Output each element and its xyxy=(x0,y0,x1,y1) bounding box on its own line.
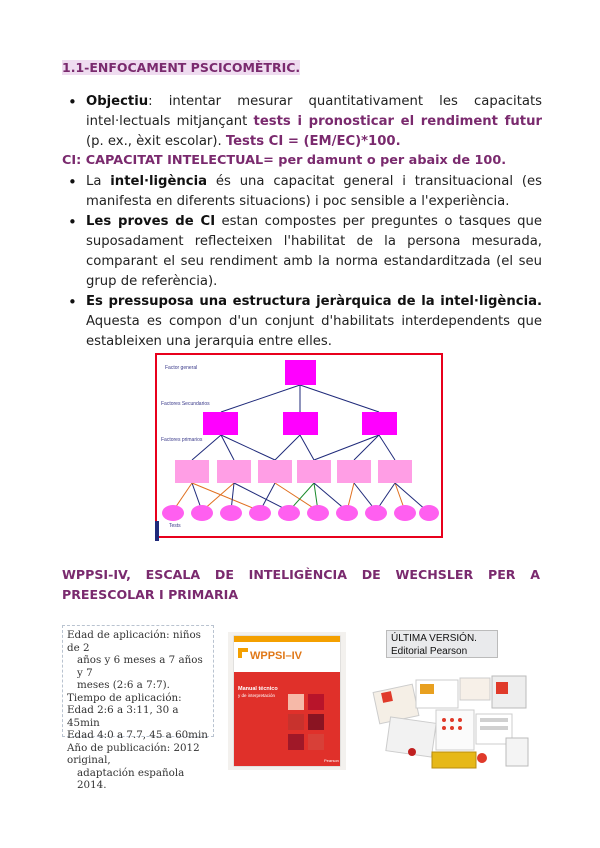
info-line: Edad 2:6 a 3:11, 30 a 45min xyxy=(67,704,179,729)
primary-factor-box xyxy=(175,460,209,483)
secondary-factor-box xyxy=(203,412,238,435)
primary-factor-box xyxy=(258,460,292,483)
bullet-ci-tests xyxy=(68,212,542,292)
intelligence-pre: La xyxy=(86,174,111,189)
bullet-list-1 xyxy=(68,92,542,152)
intelligence-hierarchy-diagram xyxy=(155,353,443,541)
wppsi-heading xyxy=(62,565,540,605)
objective-label: Objectiu xyxy=(86,94,149,109)
book-title: WPPSI–IV xyxy=(250,650,302,662)
book-publisher: Pearson xyxy=(324,758,339,763)
info-line: años y 6 meses a 7 años y 7 xyxy=(77,654,203,679)
book-subtitle-2: y de interpretación xyxy=(238,693,276,698)
hierarchy-bold: Es pressuposa una estructura jeràrquica de la intel·ligència. xyxy=(86,294,542,309)
objective-text: : intentar mesurar quantitativament les capacitats intel·lectuals mitjançant xyxy=(86,94,542,129)
bullet-objective xyxy=(68,92,542,152)
ci-formula: Tests CI = (EM/EC)*100. xyxy=(225,134,401,149)
test-ellipse xyxy=(162,505,184,521)
info-line: Año de publicación: 2012 original, xyxy=(67,741,200,766)
book-subtitle-1: Manual técnico xyxy=(238,686,278,692)
info-line: Edad de aplicación: niños de 2 xyxy=(67,629,201,654)
test-ellipse xyxy=(365,505,387,521)
primary-factor-box xyxy=(378,460,412,483)
secondary-factor-box xyxy=(362,412,397,435)
intelligence-bold: intel·ligència xyxy=(110,174,208,189)
test-ellipse xyxy=(220,505,242,521)
ci-tests-text: estan compostes per preguntes o tasques que suposadament reflecteixen l'habilitat de la persona mesurada, comparant el seu rendiment amb la norma estandarditzada (el seu grup de referència). xyxy=(86,214,542,289)
test-ellipse xyxy=(394,505,416,521)
objective-text-2: (p. ex., èxit escolar). xyxy=(86,134,226,149)
wppsi-heading-line1: WPPSI-IV, ESCALA DE INTELIGÈNCIA DE WECHSLER PER A xyxy=(62,567,540,582)
kit-version-label xyxy=(386,630,498,658)
test-ellipse xyxy=(278,505,300,521)
hierarchy-text: Aquesta es compon d'un conjunt d'habilitats interdependents que estableixen una jerarquia entre elles. xyxy=(86,314,542,349)
info-line: meses (2:6 a 7:7). xyxy=(77,679,170,691)
bullet-intelligence xyxy=(68,172,542,212)
wppsi-manual-cover-image xyxy=(228,632,346,770)
test-ellipse xyxy=(336,505,358,521)
info-line: Tiempo de aplicación: xyxy=(67,691,182,704)
diagram-side-mark xyxy=(155,521,159,541)
bullet-list-2 xyxy=(68,172,542,352)
intelligence-text: és una capacitat general i transituacional (es manifesta en diferents situacions) i poc sensible a l'experiència. xyxy=(86,174,542,209)
primary-factor-box xyxy=(337,460,371,483)
label-secondary-factors: Factores Secundarios xyxy=(161,401,210,407)
ci-tests-bold: Les proves de CI xyxy=(86,214,216,229)
label-general-factor: Factor general xyxy=(165,365,198,371)
objective-bold: tests i pronosticar el rendiment futur xyxy=(253,114,542,129)
info-line: adaptación española 2014. xyxy=(77,766,185,791)
test-ellipse xyxy=(307,505,329,521)
info-line: Edad 4:0 a 7.7, 45 a 60min xyxy=(67,729,208,741)
application-info-box xyxy=(62,625,214,791)
section-heading-psychometric: 1.1-ENFOCAMENT PSCICOMÈTRIC. xyxy=(62,60,301,75)
wppsi-heading-line2: PREESCOLAR I PRIMARIA xyxy=(62,587,239,602)
primary-factor-box xyxy=(217,460,251,483)
ci-definition: CI: CAPACITAT INTELECTUAL= per damunt o per abaix de 100. xyxy=(62,153,507,168)
label-tests: Tests xyxy=(169,523,181,529)
test-ellipse xyxy=(419,505,439,521)
kit-label-line2: Editorial Pearson xyxy=(391,646,468,657)
label-primary-factors: Factores primarios xyxy=(161,437,203,443)
test-ellipse xyxy=(191,505,213,521)
bullet-hierarchy xyxy=(68,292,542,352)
test-ellipse xyxy=(249,505,271,521)
primary-factor-box xyxy=(297,460,331,483)
secondary-factor-box xyxy=(283,412,318,435)
general-factor-box xyxy=(285,360,316,385)
kit-label-line1: ÚLTIMA VERSIÓN. xyxy=(391,633,477,644)
